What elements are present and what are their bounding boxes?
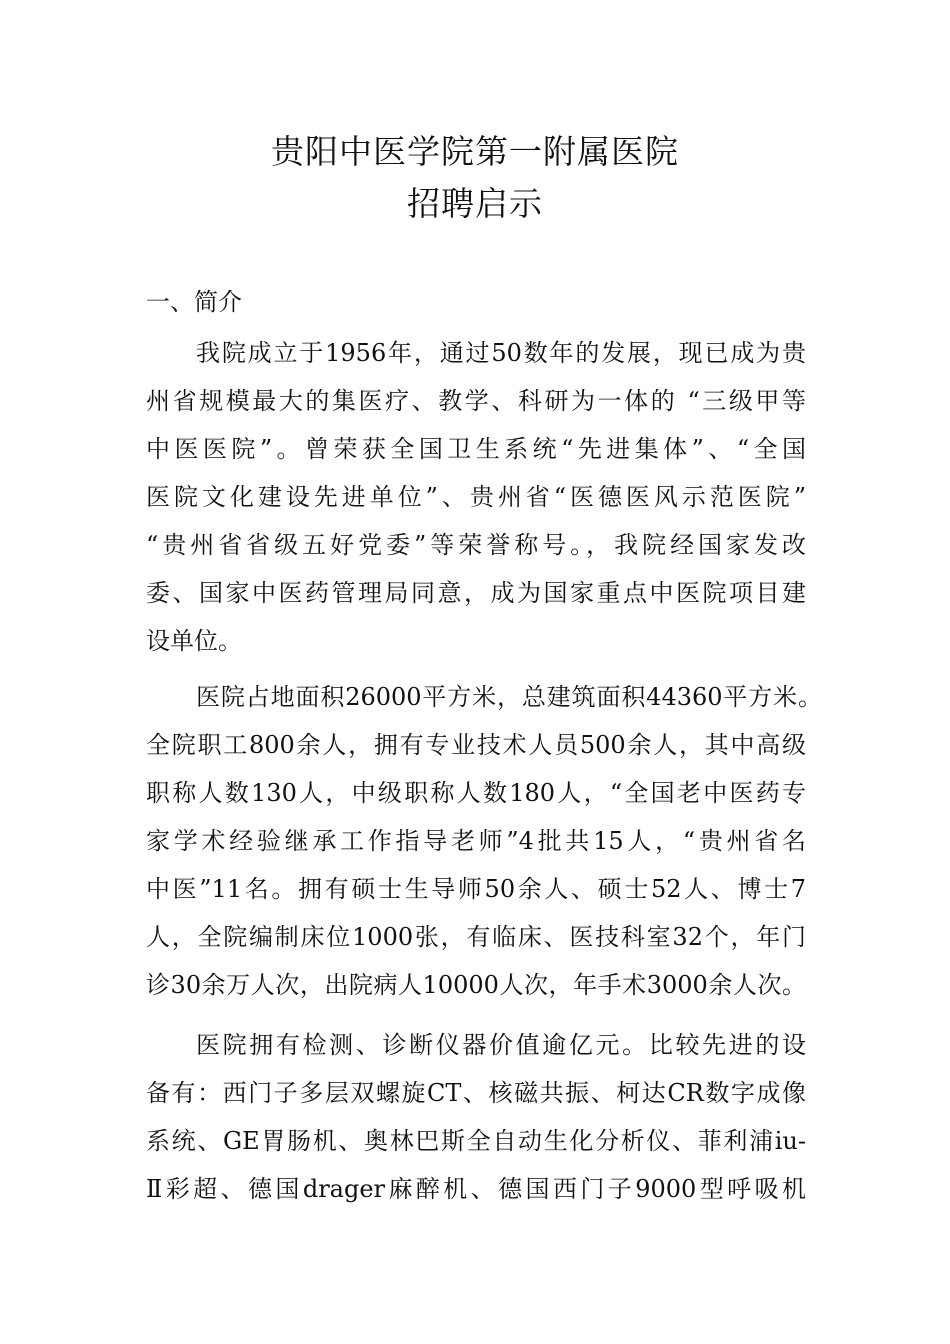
paragraph-line: 医院文化建设先进单位”、贵州省“医德医风示范医院” [146, 483, 806, 511]
paragraph-line: 设单位。 [146, 627, 242, 655]
paragraph-line: 中医”11名。拥有硕士生导师50余人、硕士52人、博士7 [146, 875, 806, 903]
paragraph-line: 家学术经验继承工作指导老师”4批共15人，“贵州省名 [146, 827, 806, 855]
paragraph-line: 州省规模最大的集医疗、教学、科研为一体的 “三级甲等 [146, 387, 806, 415]
paragraph-line: 诊30余万人次，出院病人10000人次，年手术3000余人次。 [146, 971, 806, 999]
paragraph-line: 委、国家中医药管理局同意，成为国家重点中医院项目建 [146, 579, 806, 607]
paragraph-line: 我院成立于1956年，通过50数年的发展，现已成为贵 [196, 339, 806, 367]
paragraph-line: 备有：西门子多层双螺旋CT、核磁共振、柯达CR数字成像 [146, 1079, 806, 1107]
paragraph-line: 全院职工800余人，拥有专业技术人员500余人，其中高级 [146, 731, 806, 759]
paragraph-line: 人，全院编制床位1000张，有临床、医技科室32个，年门 [146, 923, 806, 951]
paragraph-line: 中医医院”。曾荣获全国卫生系统“先进集体”、“全国 [146, 435, 806, 463]
document-title: 贵阳中医学院第一附属医院 [271, 132, 679, 171]
document-subtitle: 招聘启示 [407, 184, 543, 223]
section-heading: 一、简介 [146, 288, 242, 316]
paragraph-line: 职称人数130人，中级职称人数180人，“全国老中医药专 [146, 779, 806, 807]
paragraph-line: 系统、GE胃肠机、奥林巴斯全自动生化分析仪、菲利浦iu- [146, 1127, 806, 1155]
paragraph-line: 医院占地面积26000平方米，总建筑面积44360平方米。 [196, 683, 822, 711]
paragraph-line: Ⅱ彩超、德国drager麻醉机、德国西门子9000型呼吸机 [146, 1175, 806, 1203]
paragraph-line: “贵州省省级五好党委”等荣誉称号。，我院经国家发改 [146, 531, 806, 559]
paragraph-line: 医院拥有检测、诊断仪器价值逾亿元。比较先进的设 [196, 1031, 806, 1059]
